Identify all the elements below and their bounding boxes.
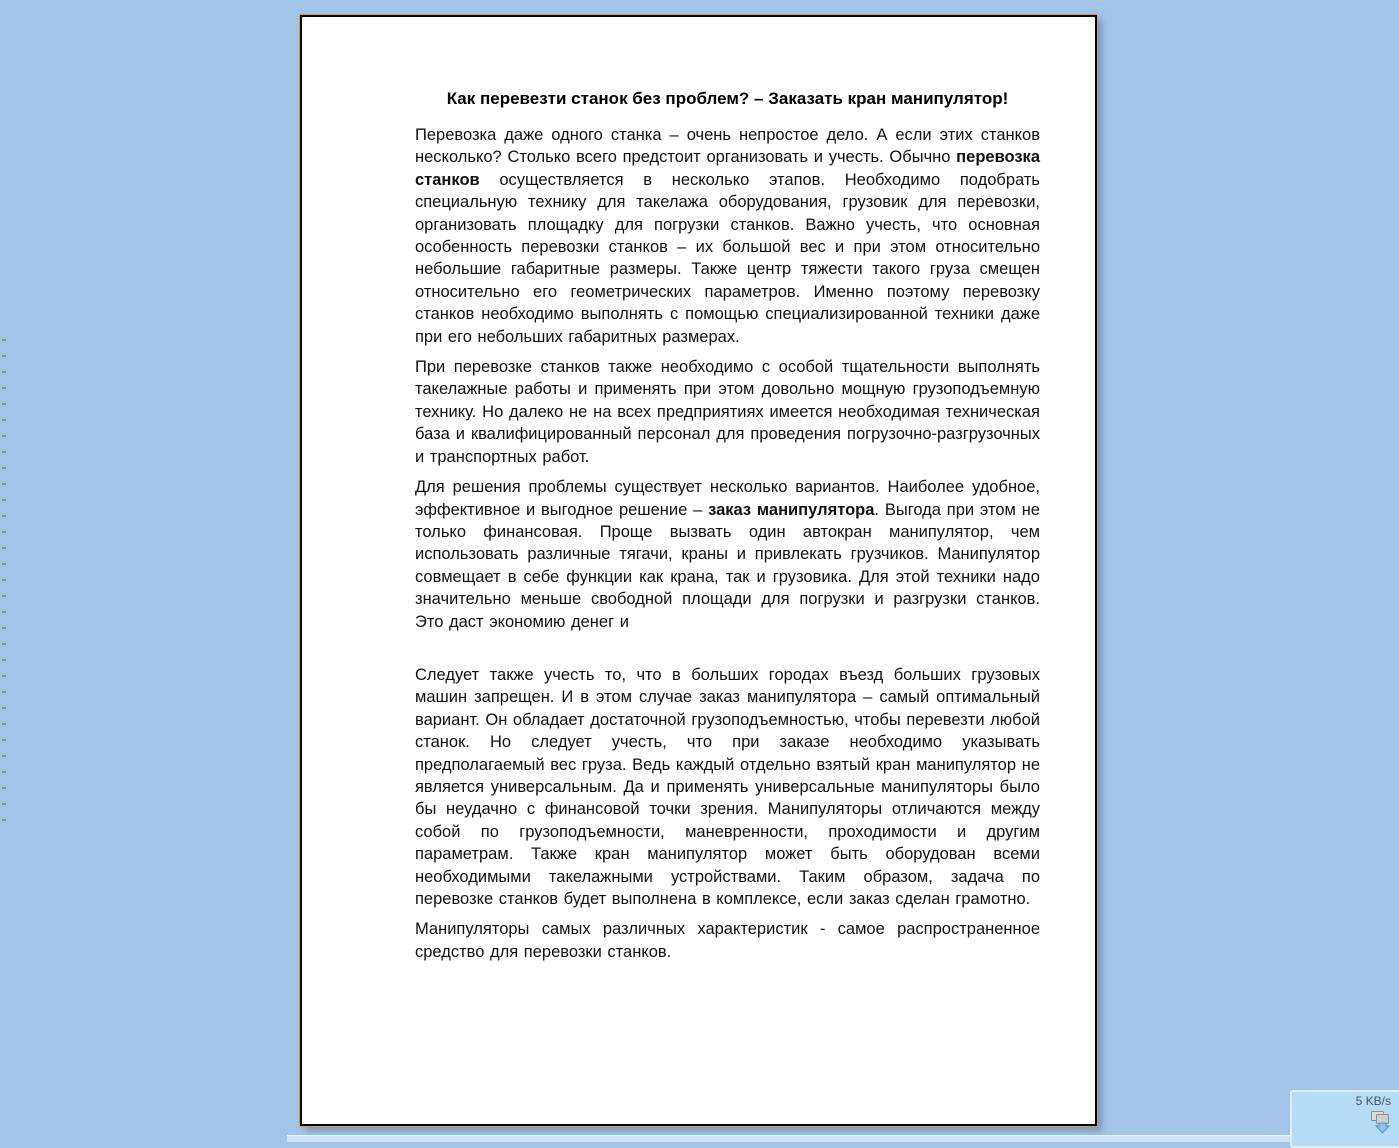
tick-mark <box>2 659 6 661</box>
tick-mark <box>2 483 6 485</box>
paragraph[interactable] <box>415 356 1040 468</box>
tick-mark <box>2 739 6 741</box>
tick-mark <box>2 419 6 421</box>
text-segment: осуществляется в несколько этапов. Необходимо подобрать специальную технику для такелажа оборудования, грузовик для перевозки, организовать площадку для погрузки станков. Важно учесть, что основная особенность перевозки станков – их большой вес и при этом относительно небольшие габаритные размеры. Также центр тяжести такого груза смещен относительно его геометрических параметров. Именно поэтому перевозку станков необходимо выполнять с помощью специализированной техники даже при его небольших габаритных размерах. <box>415 170 1040 346</box>
tick-mark <box>2 499 6 501</box>
network-traffic-download-icon <box>1369 1109 1393 1135</box>
paragraph[interactable] <box>415 476 1040 633</box>
network-speed-label: 5 KB/s <box>1355 1094 1391 1108</box>
tick-mark <box>2 339 6 341</box>
left-edge-tick-marks <box>2 339 6 835</box>
tick-mark <box>2 643 6 645</box>
text-segment: Следует также учесть то, что в больших городах въезд больших грузовых машин запрещен. И в этом случае заказ манипулятора – самый оптимальный вариант. Он обладает достаточной грузоподъемностью, чтобы перевезти любой станок. Но следует учесть, что при заказе необходимо указывать предполагаемый вес груза. Ведь каждый отдельно взятый кран манипулятор не является универсальным. Да и применять универсальные манипуляторы было бы неудачно с финансовой точки зрения. Манипуляторы отличаются между собой по грузоподъемности, маневренности, проходимости и другим параметрам. Также кран манипулятор может быть оборудован всеми необходимыми такелажными устройствами. Таким образом, задача по перевозке станков будет выполнена в комплексе, если заказ сделан грамотно. <box>415 665 1040 908</box>
document-page[interactable] <box>300 15 1097 1126</box>
tick-mark <box>2 531 6 533</box>
text-segment: . Выгода при этом не только финансовая. Проще вызвать один автокран манипулятор, чем использовать различные тягачи, краны и привлекать грузчиков. Манипулятор совмещает в себе функции как крана, так и грузовика. Для этой техники надо значительно меньше свободной площади для погрузки и разгрузки станков. Это даст экономию денег и <box>415 500 1040 631</box>
tick-mark <box>2 355 6 357</box>
paragraph[interactable] <box>415 664 1040 910</box>
tick-mark <box>2 563 6 565</box>
tick-mark <box>2 611 6 613</box>
tick-mark <box>2 707 6 709</box>
tick-mark <box>2 627 6 629</box>
tick-mark <box>2 675 6 677</box>
tick-mark <box>2 547 6 549</box>
tick-mark <box>2 435 6 437</box>
text-segment: Перевозка даже одного станка – очень непростое дело. А если этих станков несколько? Столько всего предстоит организовать и учесть. Обычно <box>415 126 1040 167</box>
tick-mark <box>2 467 6 469</box>
document-title[interactable]: Как перевезти станок без проблем? – Заказать кран манипулятор! <box>446 89 1009 108</box>
tick-mark <box>2 755 6 757</box>
tick-mark <box>2 371 6 373</box>
tick-mark <box>2 691 6 693</box>
text-segment: Манипуляторы самых различных характеристик - самое распространенное средство для перевозки станков. <box>415 920 1040 961</box>
tick-mark <box>2 451 6 453</box>
background-window-edge[interactable] <box>287 1135 1399 1142</box>
tick-mark <box>2 803 6 805</box>
tick-mark <box>2 515 6 517</box>
paragraph[interactable] <box>415 918 1040 963</box>
text-segment: При перевозке станков также необходимо с особой тщательности выполнять такелажные работы и применять при этом довольно мощную грузоподъемную технику. Но далеко не на всех предприятиях имеется необходимая техническая база и квалифицированный персонал для проведения погрузочно-разгрузочных и транспортных работ. <box>415 358 1040 466</box>
tick-mark <box>2 579 6 581</box>
tick-mark <box>2 387 6 389</box>
tick-mark <box>2 723 6 725</box>
bold-text-segment: перевозка станков <box>415 148 1040 189</box>
tick-mark <box>2 595 6 597</box>
text-segment: Для решения проблемы существует несколько вариантов. Наиболее удобное, эффективное и выгодное решение – <box>415 478 1040 519</box>
tick-mark <box>2 787 6 789</box>
network-speed-widget[interactable] <box>1290 1090 1399 1148</box>
tick-mark <box>2 819 6 821</box>
bold-text-segment: заказ манипулятора <box>708 500 875 519</box>
paragraph[interactable] <box>415 124 1040 348</box>
tick-mark <box>2 771 6 773</box>
document-body[interactable] <box>415 124 1040 963</box>
tick-mark <box>2 403 6 405</box>
